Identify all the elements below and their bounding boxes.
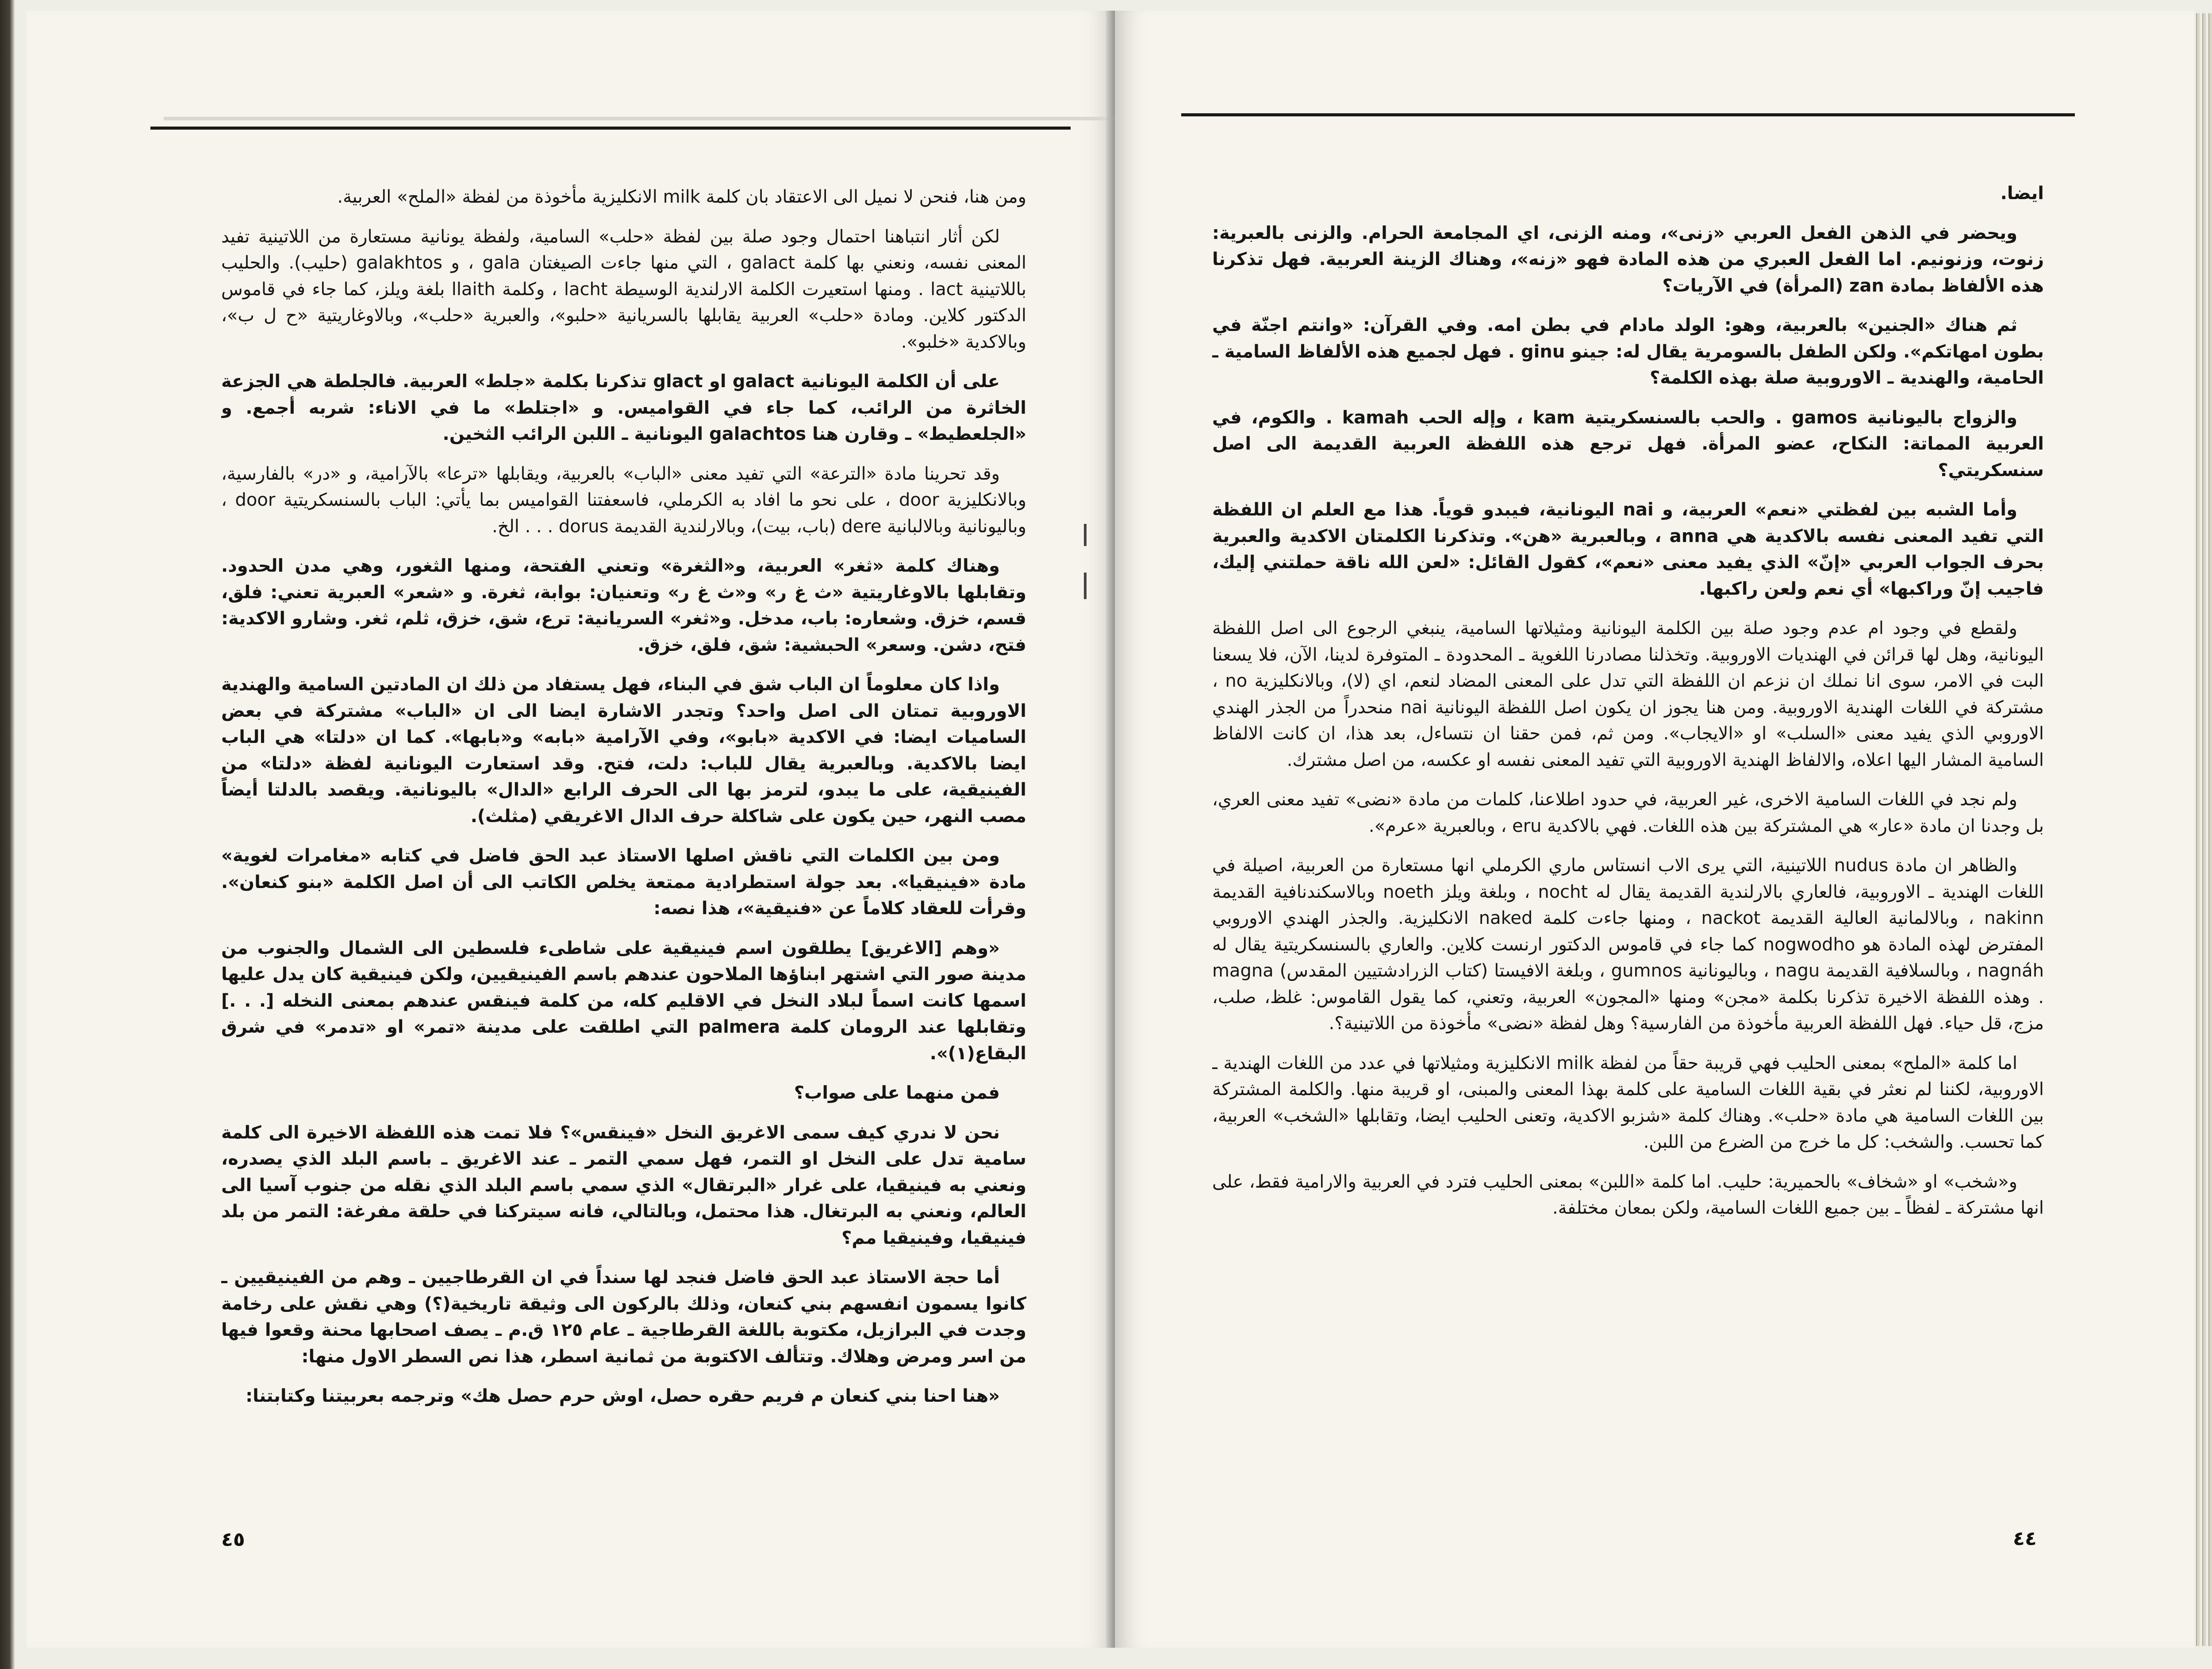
paragraph: فمن منهما على صواب؟ — [794, 1083, 1000, 1103]
paragraph: ولم نجد في اللغات السامية الاخرى، غير العربية، في حدود اطلاعنا، كلمات من مادة «نضى» تفيد معنى العري، بل وجدنا ان مادة «عار» هي المشتركة بين هذه اللغات. فهي بالاكدية eru ، وبالعبرية «عرم». — [1212, 789, 2044, 836]
margin-mark — [1084, 524, 1087, 546]
left-page-body — [221, 184, 1026, 1569]
margin-mark — [1084, 573, 1087, 599]
paragraph: لكن أثار انتباهنا احتمال وجود صلة بين لفظة «حلب» السامية، ولفظة يونانية مستعارة من اللاتينية تفيد المعنى نفسه، ونعني بها كلمة galact ، التي منها جاءت الصيغتان gala ، و galakhtos (حليب). والحليب باللاتينية lact . ومنها استعيرت الكلمة الارلندية الوسيطة lacht ، وكلمة llaith بلغة ويلز، كما جاء في قاموس الدكتور كلاين. ومادة «حلب» العربية يقابلها بالسريانية «حلبو»، والعبرية «حلب»، وبالاوغاريتية «ح ل ب»، وبالاكدية «خلبو». — [221, 226, 1026, 352]
paragraph: ايضا. — [2000, 183, 2044, 204]
right-page-number: ٤٤ — [2013, 1527, 2037, 1550]
paragraph: «هنا احنا بني كنعان م فريم حقره حصل، اوش حرم حصل هك» وترجمه بعربيتنا وكتابتنا: — [246, 1386, 1000, 1406]
paragraph: والزواج باليونانية gamos . والحب بالسنسكريتية kam ، وإله الحب kamah . والكوم، في العربية المماتة: النكاح، عضو المرأة. فهل ترجع هذه اللفظة العربية القديمة الى اصل سنسكريتي؟ — [1212, 407, 2044, 481]
paragraph: ومن هنا، فنحن لا نميل الى الاعتقاد بان كلمة milk الانكليزية مأخوذة من لفظة «الملح» العربية. — [337, 187, 1026, 207]
paragraph: ويحضر في الذهن الفعل العربي «زنى»، ومنه الزنى، اي المجامعة الحرام. والزنى بالعبرية: زنوت، وزنونيم. اما الفعل العبري من هذه المادة فهو «زنه»، وهناك الزينة العربية. فهل تذكرنا هذه الألفاظ بمادة zan (المرأة) في الآريات؟ — [1212, 223, 2044, 296]
paragraph: وهناك كلمة «ثغر» العربية، و«الثغرة» وتعني الفتحة، ومنها الثغور، وهي مدن الحدود. وتقابلها بالاوغاريتية «ث غ ر» و«ث غ ر» وتعنيان: بوابة، ثغرة. و «شعر» العبرية تعني: فلق، قسم، خزق. وشعاره: باب، مدخل. و«ثغر» السريانية: ترع، شق، خزق، ثلم، ثغر. وشارو الاكدية: فتح، دشن. وسعر» الحبشية: شق، فلق، خزق. — [221, 556, 1026, 655]
page-edge-stack — [2202, 13, 2206, 1646]
paragraph: وأما الشبه بين لفظتي «نعم» العربية، و nai اليونانية، فيبدو قوياً. هذا مع العلم ان اللفظة التي تفيد المعنى نفسه بالاكدية هي anna ، وبالعبرية «هن». وتذكرنا الكلمتان الاكدية والعبرية بحرف الجواب العربي «إنّ» الذي يفيد معنى «نعم»، كقول القائل: «لعن الله ناقة حملتني إليك، فاجيب إنّ وراكبها» أي نعم ولعن راكبها. — [1212, 500, 2044, 599]
paragraph: والظاهر ان مادة nudus اللاتينية، التي يرى الاب انستاس ماري الكرملي انها مستعارة من العربية، اصيلة في اللغات الهندية ـ الاوروبية، فالعاري بالارلندية القديمة يقال له nocht ، وبلغة ويلز noeth وبالاسكندنافية القديمة nakinn ، وبالالمانية العالية القديمة nackot ، ومنها جاءت كلمة naked الانكليزية. والجذر الهندي الاوروبي المفترض لهذه المادة هو nogwodho كما جاء في قاموس الدكتور ارنست كلاين. والعاري بالسنسكريتية يقال له nagnáh ، وبالسلافية القديمة nagu ، وباليونانية gumnos ، وبلغة الافيستا (كتاب الزرادشتيين المقدس) magna . وهذه اللفظة الاخيرة تذكرنا بكلمة «مجن» ومنها «المجون» العربية، وتعني، كما يقول القاموس: غلظ، صلب، مزج، قل حياء. فهل اللفظة العربية مأخوذة من الفارسية؟ وهل لفظة «نضى» مأخوذة من اللاتينية؟. — [1212, 855, 2044, 1034]
paragraph: اما كلمة «الملح» بمعنى الحليب فهي قريبة حقاً من لفظة milk الانكليزية ومثيلاتها في عدد من اللغات الهندية ـ الاوروبية، لكننا لم نعثر في بقية اللغات السامية على كلمة بهذا المعنى والمبنى، او قريبة منها. والكلمة المشتركة بين اللغات السامية هي مادة «حلب». وهناك كلمة «شزبو الاكدية، وتعنى الحليب ايضا، وتقابلها «الشخب» العربية، كما تحسب. والشخب: كل ما خرج من الضرع من اللبن. — [1212, 1053, 2044, 1152]
paragraph: و«شخب» او «شخاف» بالحميرية: حليب. اما كلمة «اللبن» بمعنى الحليب فترد في العربية والارامية فقط، على انها مشتركة ـ لفظاً ـ بين جميع اللغات السامية، ولكن بمعان مختلفة. — [1212, 1171, 2044, 1218]
left-page-number: ٤٥ — [221, 1528, 245, 1551]
paragraph: ثم هناك «الجنين» بالعربية، وهو: الولد مادام في بطن امه. وفي القرآن: «وانتم اجنّة في بطون امهاتكم». ولكن الطفل بالسومرية يقال له: جينو ginu . فهل لجميع هذه الألفاظ السامية ـ الحامية، والهندية ـ الاوروبية صلة بهذه الكلمة؟ — [1212, 315, 2044, 388]
paragraph: وقد تحرينا مادة «الترعة» التي تفيد معنى «الباب» بالعربية، ويقابلها «ترعا» بالآرامية، و «در» بالفارسية، وبالانكليزية door ، على نحو ما افاد به الكرملي، فاسعفتنا القواميس بما يأتي: الباب بالسنسكريتية door ، وباليونانية وبالالبانية dere (باب، بيت)، وبالارلندية القديمة dorus . . . الخ. — [221, 463, 1026, 537]
page-edge-stack — [2196, 13, 2200, 1646]
paragraph: أما حجة الاستاذ عبد الحق فاضل فنجد لها سنداً في ان القرطاجيين ـ وهم من الفينيقيين ـ كانوا يسمون انفسهم بني كنعان، وذلك بالركون الى وثيقة تاريخية(؟) وهي نقش على رخامة وجدت في البرازيل، مكتوبة باللغة القرطاجية ـ عام ١٢٥ ق.م ـ يصف اصحابها محنة وقعوا فيها من اسر ومرض وهلاك. وتتألف الاكتوبة من ثمانية اسطر، هذا نص السطر الاول منها: — [221, 1267, 1026, 1367]
right-page — [1115, 11, 2194, 1648]
page-edge-stack — [2208, 13, 2212, 1646]
header-rule — [1181, 113, 2075, 116]
paragraph: نحن لا ندري كيف سمى الاغريق النخل «فينقس»؟ فلا تمت هذه اللفظة الاخيرة الى كلمة سامية تدل على النخل او التمر، فهل سمي التمر ـ عند الاغريق ـ باسم البلد الذي يصدره، ونعني به فينيقيا، على غرار «البرتقال» الذي سمي باسم البلد الذي نقله من جنوب آسيا الى العالم، ونعني به البرتغال. هذا محتمل، وبالتالي، فانه سيتركنا في حلقة مفرغة: التمر من بلد فينيقيا، وفينيقيا مم؟ — [221, 1122, 1026, 1248]
right-page-body — [1212, 181, 2044, 1504]
header-faint-rule — [164, 117, 1119, 120]
paragraph: على أن الكلمة اليونانية galact او glact تذكرنا بكلمة «جلط» العربية. فالجلطة هي الجزعة الخاثرة من الرائب، كما جاء في القواميس. و «اجتلط» ما في الاناء: شربه أجمع. و «الجلعطيط» ـ وقارن هنا galachtos اليونانية ـ اللبن الرائب الثخين. — [221, 371, 1026, 444]
header-rule — [150, 127, 1071, 130]
paragraph: ولقطع في وجود ام عدم وجود صلة بين الكلمة اليونانية ومثيلاتها السامية، ينبغي الرجوع الى اصل اللفظة اليونانية، وهل لها قرائن في الهنديات الاوروبية. وتخذلنا مصادرنا اللغوية ـ المحدودة ـ المتوفرة لدينا، الآن، فلا يسعنا البت في الامر، سوى انا نملك ان نزعم ان اللفظة التي تدل على المعنى المضاد لنعم، اي (لا)، وبالانكليزية no ، مشتركة في اللغات الهندية الاوروبية. ومن هنا يجوز ان يكون اصل اللفظة اليونانية nai منحدراً من الجذر الهندي الاوروبي الذي يفيد معنى «السلب» او «الايجاب». ومن ثم، فمن حقنا ان نتساءل، بعد هذا، ان كانت الالفاظ السامية المشار اليها اعلاه، والالفاظ الهندية الاوروبية التي تفيد المعنى نفسه او عكسه، من اصل مشترك. — [1212, 618, 2044, 770]
quote-paragraph: «وهم [الاغريق] يطلقون اسم فينيقية على شاطىء فلسطين الى الشمال والجنوب من مدينة صور التي اشتهر ابناؤها الملاحون عندهم باسم الفينيقيين، ولكن فينيقية كان يدل عليها اسمها كانت اسماً لبلاد النخل في الاقليم كله، من كلمة فينقس عندهم بمعنى النخله [. . .] وتقابلها عند الرومان كلمة palmera التي اطلقت على مدينة «تمر» او «تدمر» في شرق البقاع(١)». — [221, 938, 1026, 1064]
paragraph: واذا كان معلوماً ان الباب شق في البناء، فهل يستفاد من ذلك ان المادتين السامية والهندية الاوروبية تمتان الى اصل واحد؟ وتجدر الاشارة ايضا الى ان «الباب» مشتركة في بعض الساميات ايضا: في الاكدية «بابو»، وفي الآرامية «بابه» و«بابها». كما ان «دلتا» هي الباب ايضا بالاكدية. وبالعبرية يقال للباب: دلت، فتح. وقد استعارت اليونانية لفظة «دلتا» من الفينيقية، على ما يبدو، لترمز بها الى الحرف الرابع «الدال» باليونانية. ويقصد بالدلتا أيضاً مصب النهر، حين يكون على شاكلة حرف الدال الاغريقي (مثلث). — [221, 674, 1026, 827]
paragraph: ومن بين الكلمات التي ناقش اصلها الاستاذ عبد الحق فاضل في كتابه «مغامرات لغوية» مادة «فينيقيا». بعد جولة استطرادية ممتعة يخلص الكاتب الى أن اصل الكلمة «بنو كنعان». وقرأت للعقاد كلاماً عن «فنيقية»، هذا نصه: — [221, 846, 1026, 919]
left-page — [27, 11, 1115, 1648]
